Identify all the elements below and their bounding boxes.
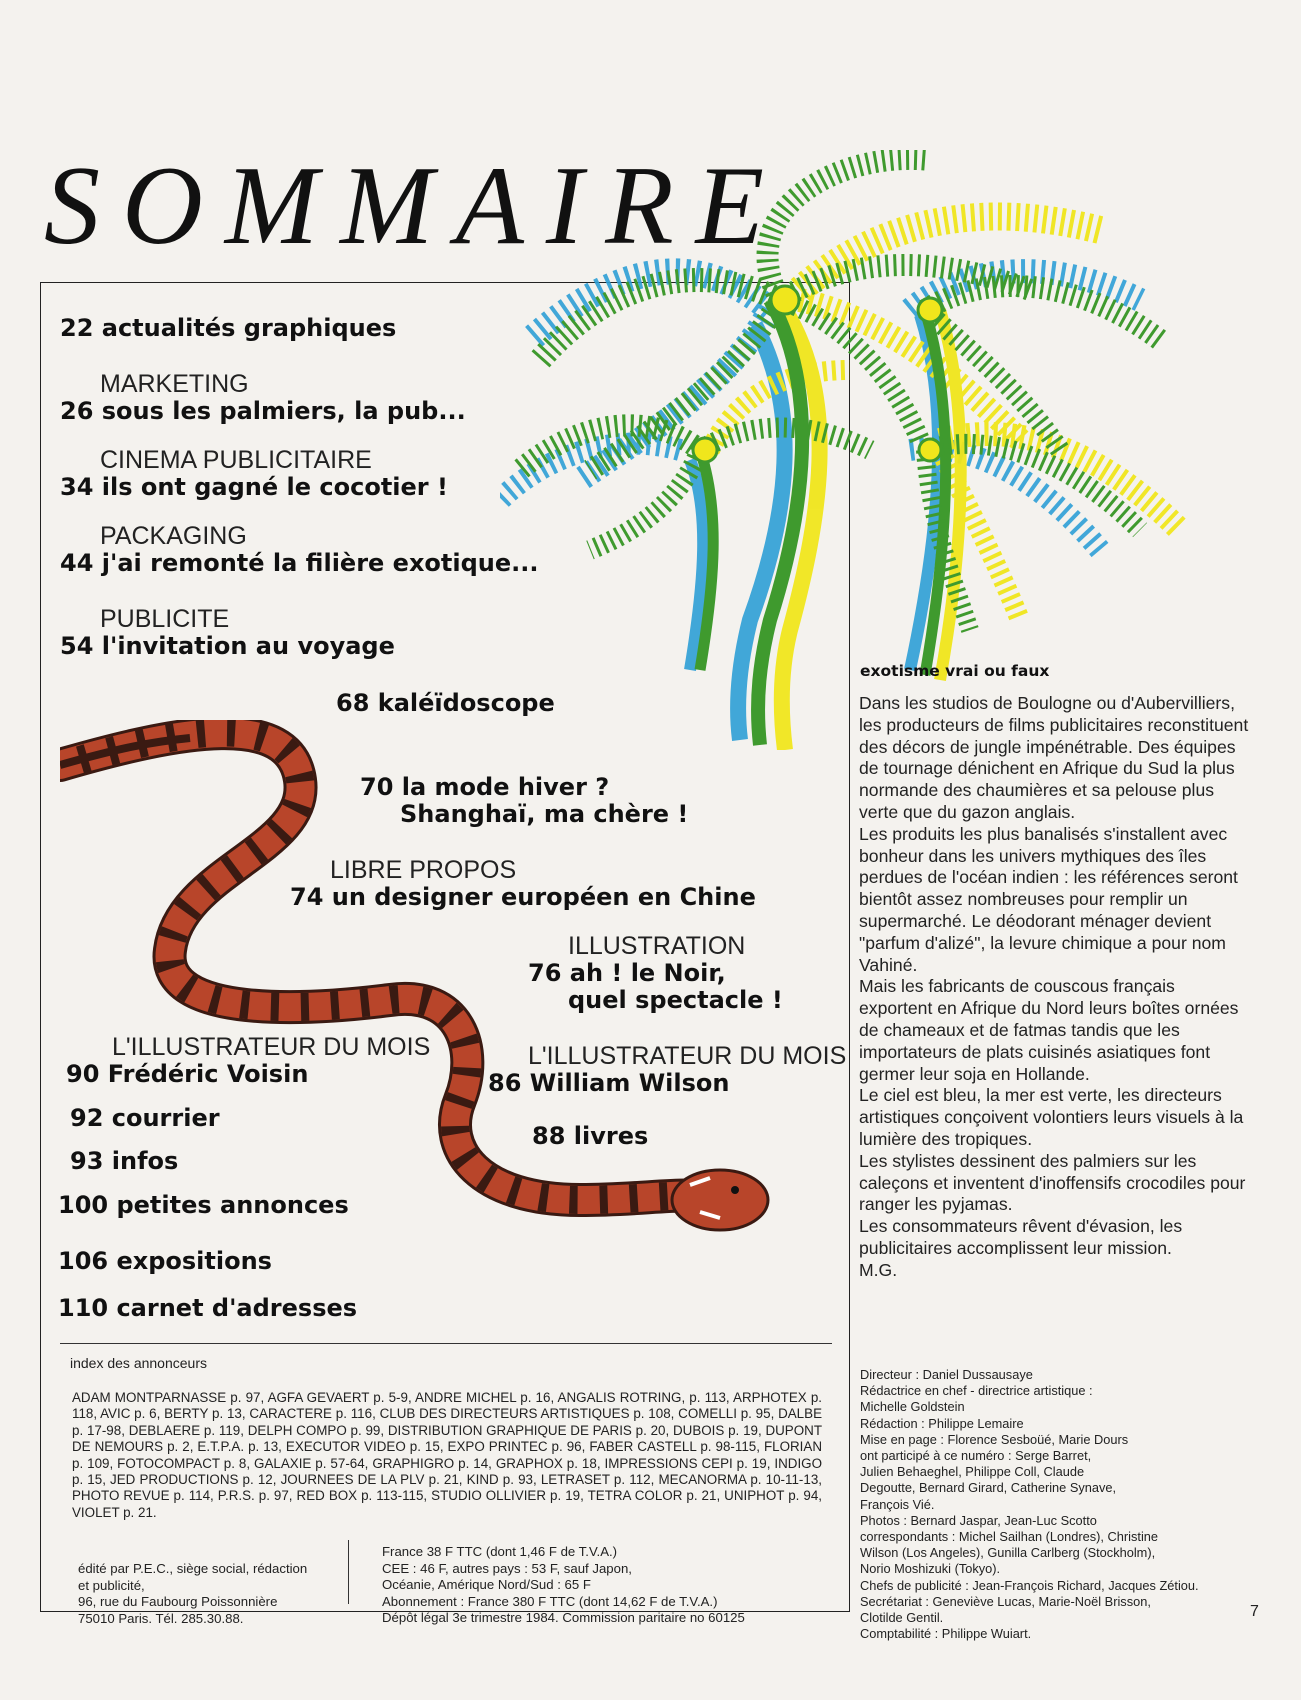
editorial-signature: M.G. — [859, 1259, 898, 1280]
toc-entry-44[interactable] — [60, 522, 539, 577]
credit-line: Comptabilité : Philippe Wuiart. — [860, 1626, 1032, 1642]
credit-line: Photos : Bernard Jaspar, Jean-Luc Scotto — [860, 1512, 1097, 1528]
toc-entry-title-line2: Shanghaï, ma chère ! — [400, 799, 689, 828]
page-number: 7 — [1250, 1603, 1259, 1620]
credit-line: Michelle Goldstein — [860, 1399, 965, 1415]
publisher-info — [78, 1561, 350, 1627]
toc-entry-76[interactable] — [528, 932, 783, 1014]
publisher-line: 96, rue du Faubourg Poissonnière — [78, 1594, 278, 1610]
toc-entry-68[interactable] — [336, 690, 555, 717]
toc-entry-title: 86 William Wilson — [488, 1069, 730, 1097]
editorial-paragraph: Le ciel est bleu, la mer est verte, les directeurs artistiques conçoivent volontiers leurs visuels à la lumière des tropiques. — [859, 1085, 1244, 1149]
publisher-line: et publicité, — [78, 1577, 145, 1593]
toc-entry-category: L'ILLUSTRATEUR DU MOIS — [528, 1042, 847, 1070]
toc-entry-title: 54 l'invitation au voyage — [60, 632, 395, 660]
credit-line: Norio Moshizuki (Tokyo). — [860, 1561, 1001, 1577]
publisher-line: édité par P.E.C., siège social, rédaction — [78, 1561, 308, 1576]
palm-tree-illustration — [500, 150, 1240, 750]
toc-entry-86[interactable] — [488, 1042, 846, 1097]
credit-line: Rédactrice en chef - directrice artistique : — [860, 1383, 1093, 1399]
advertiser-index-heading: index des annonceurs — [70, 1355, 207, 1371]
editorial-paragraph: Les consommateurs rêvent d'évasion, les publicitaires accomplissent leur mission. — [859, 1216, 1183, 1258]
toc-entry-26[interactable] — [60, 370, 466, 425]
toc-entry-title: 22 actualités graphiques — [60, 314, 397, 342]
credit-line: Directeur : Daniel Dussausaye — [860, 1367, 1033, 1382]
divider — [60, 1343, 832, 1344]
toc-entry-106[interactable] — [58, 1248, 272, 1275]
credit-line: Chefs de publicité : Jean-François Richard, Jacques Zétiou. — [860, 1577, 1199, 1593]
advertiser-index-text: ADAM MONTPARNASSE p. 97, AGFA GEVAERT p. 5-9, ANDRE MICHEL p. 16, ANGALIS ROTRING, p. 113, ARPHOTEX p. 118, AVIC p. 6, BERTY p. 13, CARACTERE p. 116, CLUB DES DIRECTEURS ARTISTIQUES p. 108, COMELLI p. 95, DALBE p. 17-98, DEBLAERE p. 119, DELPH COMPO p. 99, DISTRIBUTION GRAPHIQUE DE PARIS p. 20, DUBOIS p. 19, DUPONT DE NEMOURS p. 2, E.T.P.A. p. 13, EXECUTOR VIDEO p. 15, EXPO PRINTEC p. 96, FABER CASTELL p. 98-115, FLORIAN p. 109, FOTOCOMPACT p. 8, GALAXIE p. 57-64, GRAPHIGRO p. 14, GRAPHOX p. 18, IMPRESSIONS CEPI p. 19, INDIGO p. 15, JED PRODUCTIONS p. 12, JOURNEES DE LA PLV p. 21, KIND p. 93, LETRASET p. 112, MECANORMA p. 10-11-13, PHOTO REVUE p. 114, P.R.S. p. 97, RED BOX p. 113-115, STUDIO OLLIVIER p. 19, TETRA COLOR p. 21, UNIPHOT p. 94, VIOLET p. 21. — [72, 1390, 822, 1520]
toc-entry-category: MARKETING — [100, 370, 249, 398]
editorial-paragraph: Dans les studios de Boulogne ou d'Aubervilliers, les producteurs de films publicitaires reconstituent des décors de jungle impénétrable. Des équipes de tournage dénichent en Afrique du Sud la plus normande des chaumières et sa pelouse plus verte que du gazon anglais. — [859, 693, 1249, 822]
toc-entry-110[interactable] — [58, 1295, 357, 1322]
credit-line: Degoutte, Bernard Girard, Catherine Synave, — [860, 1480, 1117, 1496]
price-info — [382, 1544, 842, 1627]
credit-line: Secrétariat : Geneviève Lucas, Marie-Noël Brisson, — [860, 1593, 1151, 1609]
page-title: SOMMAIRE — [44, 144, 787, 268]
toc-entry-title: 26 sous les palmiers, la pub... — [60, 397, 466, 425]
toc-entry-title: 44 j'ai remonté la filière exotique... — [60, 549, 539, 577]
price-line: France 38 F TTC (dont 1,46 F de T.V.A.) — [382, 1544, 618, 1559]
toc-entry-title: 70 la mode hiver ? — [360, 773, 610, 801]
toc-entry-title-line2: quel spectacle ! — [568, 985, 783, 1014]
toc-entry-88[interactable] — [532, 1123, 648, 1150]
toc-entry-title: 76 ah ! le Noir, — [528, 959, 726, 987]
credit-line: ont participé à ce numéro : Serge Barret, — [860, 1448, 1092, 1464]
credit-line: correspondants : Michel Sailhan (Londres), Christine — [860, 1529, 1159, 1545]
toc-entry-90[interactable] — [66, 1033, 430, 1088]
toc-entry-category: PUBLICITE — [100, 605, 230, 633]
toc-entry-title: 88 livres — [532, 1122, 649, 1150]
toc-entry-92[interactable] — [70, 1105, 220, 1132]
toc-entry-title: 106 expositions — [58, 1247, 272, 1275]
toc-entry-74[interactable] — [290, 856, 756, 911]
price-line: Abonnement : France 380 F TTC (dont 14,62 F de T.V.A.) — [382, 1593, 718, 1609]
toc-entry-category: PACKAGING — [100, 522, 247, 550]
toc-entry-22[interactable] — [60, 315, 396, 342]
toc-entry-category: LIBRE PROPOS — [330, 856, 517, 884]
toc-entry-title: 93 infos — [70, 1147, 179, 1175]
toc-entry-category: CINEMA PUBLICITAIRE — [100, 446, 372, 474]
toc-entry-title: 34 ils ont gagné le cocotier ! — [60, 473, 448, 501]
toc-entry-category: L'ILLUSTRATEUR DU MOIS — [112, 1033, 431, 1061]
credit-line: Wilson (Los Angeles), Gunilla Carlberg (Stockholm), — [860, 1545, 1156, 1561]
credit-line: Mise en page : Florence Sesboüé, Marie Dours — [860, 1431, 1129, 1447]
toc-entry-title: 100 petites annonces — [58, 1191, 349, 1219]
toc-entry-title: 74 un designer européen en Chine — [290, 883, 756, 911]
toc-entry-title: 90 Frédéric Voisin — [66, 1060, 309, 1088]
toc-entry-93[interactable] — [70, 1148, 178, 1175]
staff-credits — [860, 1367, 1260, 1642]
price-line: Dépôt légal 3e trimestre 1984. Commission paritaire no 60125 — [382, 1610, 745, 1626]
credit-line: Clotilde Gentil. — [860, 1610, 944, 1626]
publisher-line: 75010 Paris. Tél. 285.30.88. — [78, 1610, 244, 1626]
toc-entry-54[interactable] — [60, 605, 395, 660]
credit-line: Rédaction : Philippe Lemaire — [860, 1415, 1024, 1431]
editorial-paragraph: Les stylistes dessinent des palmiers sur les caleçons et inventent d'inoffensifs crocodiles pour ranger les pyjamas. — [859, 1150, 1246, 1215]
toc-entry-title: 68 kaléïdoscope — [336, 689, 555, 717]
divider — [348, 1540, 349, 1604]
toc-entry-100[interactable] — [58, 1192, 349, 1219]
toc-entry-title: 110 carnet d'adresses — [58, 1294, 358, 1322]
toc-entry-34[interactable] — [60, 446, 448, 501]
toc-entry-70[interactable] — [360, 774, 688, 828]
price-line: Océanie, Amérique Nord/Sud : 65 F — [382, 1577, 591, 1593]
editorial-paragraph: Les produits les plus banalisés s'installent avec bonheur dans les univers mythiques des îles perdues de l'océan indien : les références seront bientôt assez nombreuses pour remplir un supermarché. Le déodorant ménager devient "parfum d'alizé", la levure chimique a pour nom Vahiné. — [859, 823, 1238, 975]
credit-line: Julien Behaeghel, Philippe Coll, Claude — [860, 1464, 1085, 1480]
credit-line: François Vié. — [860, 1496, 935, 1512]
toc-entry-title: 92 courrier — [70, 1104, 220, 1132]
editorial-text — [859, 693, 1249, 1282]
price-line: CEE : 46 F, autres pays : 53 F, sauf Japon, — [382, 1560, 632, 1576]
toc-entry-category: ILLUSTRATION — [568, 932, 746, 960]
editorial-heading: exotisme vrai ou faux — [860, 662, 1050, 680]
editorial-paragraph: Mais les fabricants de couscous français exportent en Afrique du Nord leurs boîtes ornées de chameaux et de fatmas tandis que les importateurs de plats cuisinés asiatiques font germer leur soja en Hollande. — [859, 976, 1239, 1084]
